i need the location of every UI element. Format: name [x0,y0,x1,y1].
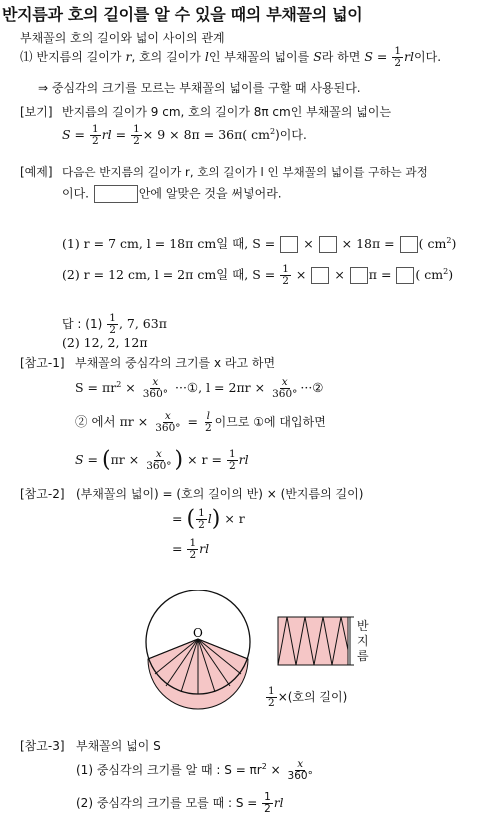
exercise-q1: (1) r = 7 cm, l = 18π cm일 때, S = × × 18π = ( $cm^2$) [62,236,457,252]
ref3-tag: [참고-3] [20,739,65,753]
ref1-text: 부채꼴의 중심각의 크기를 x 라고 하면 [75,356,276,370]
blank-box [319,236,337,253]
center-label: O [193,626,203,640]
blank-box [350,267,368,284]
example-equation: S = $\frac{1}{2}$ rl = $\frac{1}{2}$ × 9 × 8π = 36π( $cm^2$)이다. [62,123,307,148]
ref3-line1: (1) 중심각의 크기를 알 때 : $S = \pi r^2$ × $\frac{x}{360^\circ}$ [76,758,313,782]
answer-2: (2) 12, 2, 12π [62,335,148,350]
fraction-one-half: $\frac{1}{2}$ [394,45,402,69]
ref1-tag: [참고-1] [20,356,65,370]
arrow-note: ⇒ 중심각의 크기를 모르는 부채꼴의 넓이를 구할 때 사용된다. [38,81,361,95]
circle-figure [146,590,250,709]
blank-box-example [94,185,138,203]
answer-1: 답 : (1) $\frac{1}{2}$ , 7, 63π [62,312,167,336]
ref1-line3: S = (πr × $\frac{x}{360^\circ}$ ) × r = $\frac{1}{2}$ rl [75,447,249,473]
exercise-q2: (2) r = 12 cm, l = 2π cm일 때, S = $\frac{1}{2}$ × × π = ( $cm^2$) [62,263,454,288]
ref1-line2: ② 에서 πr × $\frac{x}{360^\circ}$ = $\frac{l}{2}$ 이므로 ①에 대입하면 [75,410,326,434]
ref2-tag: [참고-2] [20,487,65,501]
blank-box [400,236,418,253]
relation-heading: 부채꼴의 호의 길이와 넓이 사이의 관계 [20,31,225,45]
ref3-text: 부채꼴의 넓이 S [76,739,161,753]
ref2-line2: = ( $\frac{1}{2}$ l) × r [172,506,245,532]
ref3-line2: (2) 중심각의 크기를 모를 때 : S = $\frac{1}{2}$ rl [76,791,284,815]
arc-bottom-label: $\frac{1}{2}$ ×(호의 길이) [268,685,348,709]
exercise-line1: 다음은 반지름의 길이가 r, 호의 길이가 l 인 부채꼴의 넓이를 구하는 과정 [62,165,428,179]
ref2-line1: (부채꼴의 넓이) = (호의 길이의 반) × (반지름의 길이) [76,487,364,501]
rearranged-rectangle [278,617,354,665]
page-title: 반지름과 호의 길이를 알 수 있을 때의 부채꼴의 넓이 [2,5,363,24]
blank-box [396,267,414,284]
blank-box [280,236,298,253]
example-tag: [보기] [20,105,53,119]
ref2-line3: = $\frac{1}{2}$ rl [172,537,210,561]
blank-box [311,267,329,284]
relation-item-1: ⑴ 반지름의 길이가 r, 호의 길이가 l인 부채꼴의 넓이를 S라 하면 S = $\frac{1}{2}$ rl이다. [20,45,442,69]
exercise-tag: [예제] [20,165,53,179]
radius-side-label: 반지름 [357,619,369,663]
exercise-line2: 이다. 안에 알맞은 것을 써넣어라. [62,185,282,203]
example-text: 반지름의 길이가 9 cm, 호의 길이가 8π cm인 부채꼴의 넓이는 [62,105,392,119]
item-marker: ⑴ [20,49,33,64]
ref1-eq1: $S = \pi r^2$ × $\frac{x}{360^\circ}$ ···①, l = 2πr × $\frac{x}{360^\circ}$ ···② [75,376,324,401]
